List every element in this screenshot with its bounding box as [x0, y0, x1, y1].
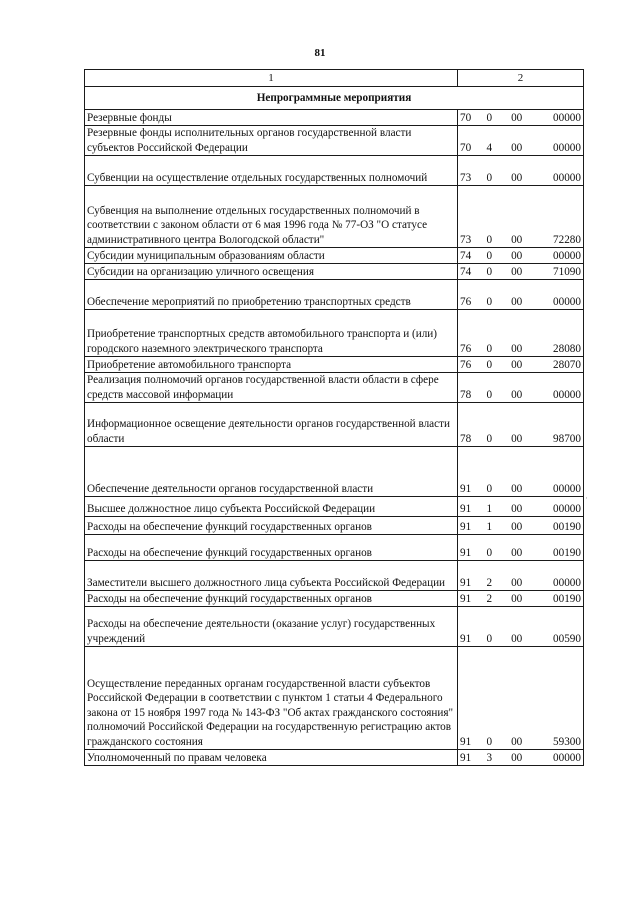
- table-row: [85, 517, 584, 535]
- code-parts: [460, 141, 581, 156]
- row-name: Расходы на обеспечение функций государственных органов: [85, 535, 458, 561]
- code-parts: [460, 502, 581, 517]
- row-code: [458, 591, 584, 607]
- expense-code: 59300: [553, 735, 581, 748]
- row-name: Резервные фонды: [85, 110, 458, 126]
- direction-code: 00: [511, 592, 523, 605]
- expense-code: 00000: [553, 171, 581, 184]
- table-row: [85, 403, 584, 447]
- subprogram-code: 0: [486, 432, 493, 445]
- code-parts: [460, 342, 581, 357]
- row-name: Осуществление переданных органам государственной власти субъектов Российской Федерации в соответствии с пунктом 1 статьи 4 Федерального закона от 15 ноября 1997 года № 143-ФЗ "Об актах гражданского состояния" полномочий Российской Федерации на государственную регистрацию актов гражданского состояния: [85, 647, 458, 750]
- program-code: 70: [460, 141, 472, 154]
- program-code: 91: [460, 632, 472, 645]
- row-name: Субвенция на выполнение отдельных государственных полномочий в соответствии с законом области от 6 мая 1996 года № 77-ОЗ "О статусе административного центра Вологодской области": [85, 186, 458, 248]
- row-code: [458, 647, 584, 750]
- row-code: [458, 403, 584, 447]
- code-parts: [460, 546, 581, 561]
- expense-code: 00000: [553, 249, 581, 262]
- subprogram-code: 1: [486, 520, 493, 533]
- direction-code: 00: [511, 111, 523, 124]
- program-code: 78: [460, 388, 472, 401]
- table-row: [85, 647, 584, 750]
- subprogram-code: 0: [486, 482, 493, 495]
- subprogram-code: 0: [486, 249, 493, 262]
- row-name: Реализация полномочий органов государственной власти области в сфере средств массовой информации: [85, 373, 458, 403]
- code-parts: [460, 592, 581, 607]
- row-code: [458, 248, 584, 264]
- subprogram-code: 0: [486, 546, 493, 559]
- program-code: 91: [460, 735, 472, 748]
- code-parts: [460, 482, 581, 497]
- code-parts: [460, 265, 581, 280]
- table-row: [85, 373, 584, 403]
- code-parts: [460, 735, 581, 750]
- expense-code: 00190: [553, 592, 581, 605]
- expense-code: 00000: [553, 751, 581, 764]
- code-parts: [460, 233, 581, 248]
- scan-speck: ·: [585, 493, 588, 503]
- subprogram-code: 2: [486, 576, 493, 589]
- expense-code: 00000: [553, 295, 581, 308]
- row-code: [458, 110, 584, 126]
- program-code: 76: [460, 295, 472, 308]
- row-code: [458, 357, 584, 373]
- subprogram-code: 1: [486, 502, 493, 515]
- expense-code: 71090: [553, 265, 581, 278]
- row-code: [458, 517, 584, 535]
- row-code: [458, 126, 584, 156]
- expense-code: 00590: [553, 632, 581, 645]
- row-name: Приобретение транспортных средств автомобильного транспорта и (или) городского наземного электрического транспорта: [85, 310, 458, 357]
- page-number: 81: [314, 47, 326, 59]
- program-code: 74: [460, 249, 472, 262]
- row-name: Расходы на обеспечение функций государственных органов: [85, 591, 458, 607]
- table-row: [85, 264, 584, 280]
- row-code: [458, 497, 584, 517]
- section-title: Непрограммные мероприятия: [85, 87, 584, 110]
- row-code: [458, 310, 584, 357]
- row-code: [458, 561, 584, 591]
- code-parts: [460, 249, 581, 264]
- row-code: [458, 750, 584, 766]
- subprogram-code: 0: [486, 233, 493, 246]
- code-parts: [460, 751, 581, 766]
- expense-code: 28070: [553, 358, 581, 371]
- code-parts: [460, 111, 581, 126]
- program-code: 91: [460, 546, 472, 559]
- code-parts: [460, 358, 581, 373]
- row-code: [458, 264, 584, 280]
- direction-code: 00: [511, 249, 523, 262]
- direction-code: 00: [511, 632, 523, 645]
- row-code: [458, 373, 584, 403]
- subprogram-code: 0: [486, 171, 493, 184]
- row-name: Высшее должностное лицо субъекта Российской Федерации: [85, 497, 458, 517]
- program-code: 91: [460, 520, 472, 533]
- code-parts: [460, 171, 581, 186]
- program-code: 73: [460, 233, 472, 246]
- subprogram-code: 4: [486, 141, 493, 154]
- direction-code: 00: [511, 171, 523, 184]
- code-parts: [460, 295, 581, 310]
- expense-code: 72280: [553, 233, 581, 246]
- direction-code: 00: [511, 342, 523, 355]
- subprogram-code: 0: [486, 632, 493, 645]
- row-code: [458, 447, 584, 497]
- row-name: Обеспечение деятельности органов государственной власти: [85, 447, 458, 497]
- expense-code: 00000: [553, 388, 581, 401]
- row-code: [458, 280, 584, 310]
- expense-code: 28080: [553, 342, 581, 355]
- table-row: [85, 126, 584, 156]
- program-code: 91: [460, 576, 472, 589]
- program-code: 76: [460, 342, 472, 355]
- direction-code: 00: [511, 751, 523, 764]
- table-row: [85, 535, 584, 561]
- row-name: Расходы на обеспечение деятельности (оказание услуг) государственных учреждений: [85, 607, 458, 647]
- table-row: [85, 310, 584, 357]
- direction-code: 00: [511, 482, 523, 495]
- code-parts: [460, 388, 581, 403]
- direction-code: 00: [511, 388, 523, 401]
- row-code: [458, 535, 584, 561]
- table-row: [85, 561, 584, 591]
- table-row: [85, 248, 584, 264]
- expense-code: 00190: [553, 520, 581, 533]
- row-name: Субсидии на организацию уличного освещения: [85, 264, 458, 280]
- direction-code: 00: [511, 141, 523, 154]
- expense-code: 98700: [553, 432, 581, 445]
- row-code: [458, 186, 584, 248]
- expense-code: 00000: [553, 482, 581, 495]
- subprogram-code: 0: [486, 111, 493, 124]
- row-name: Обеспечение мероприятий по приобретению транспортных средств: [85, 280, 458, 310]
- direction-code: 00: [511, 432, 523, 445]
- row-name: Информационное освещение деятельности органов государственной власти области: [85, 403, 458, 447]
- column-number-row: [85, 70, 584, 87]
- direction-code: 00: [511, 295, 523, 308]
- program-code: 91: [460, 592, 472, 605]
- subprogram-code: 2: [486, 592, 493, 605]
- code-parts: [460, 520, 581, 535]
- row-name: Субсидии муниципальным образованиям области: [85, 248, 458, 264]
- subprogram-code: 3: [486, 751, 493, 764]
- subprogram-code: 0: [486, 735, 493, 748]
- program-code: 74: [460, 265, 472, 278]
- expense-code: 00000: [553, 141, 581, 154]
- section-row: [85, 87, 584, 110]
- expense-code: 00000: [553, 502, 581, 515]
- program-code: 91: [460, 751, 472, 764]
- subprogram-code: 0: [486, 265, 493, 278]
- table-row: [85, 591, 584, 607]
- table-row: [85, 357, 584, 373]
- direction-code: 00: [511, 520, 523, 533]
- program-code: 73: [460, 171, 472, 184]
- expense-code: 00000: [553, 576, 581, 589]
- expense-code: 00000: [553, 111, 581, 124]
- column-header-2: 2: [458, 70, 584, 87]
- row-name: Субвенции на осуществление отдельных государственных полномочий: [85, 156, 458, 186]
- program-code: 78: [460, 432, 472, 445]
- code-parts: [460, 576, 581, 591]
- table-row: [85, 156, 584, 186]
- program-code: 91: [460, 502, 472, 515]
- subprogram-code: 0: [486, 388, 493, 401]
- program-code: 76: [460, 358, 472, 371]
- row-name: Резервные фонды исполнительных органов государственной власти субъектов Российской Федерации: [85, 126, 458, 156]
- code-parts: [460, 432, 581, 447]
- row-name: Уполномоченный по правам человека: [85, 750, 458, 766]
- column-header-1: 1: [85, 70, 458, 87]
- budget-classification-table: [84, 69, 584, 766]
- direction-code: 00: [511, 502, 523, 515]
- direction-code: 00: [511, 358, 523, 371]
- direction-code: 00: [511, 546, 523, 559]
- table-row: [85, 497, 584, 517]
- direction-code: 00: [511, 233, 523, 246]
- direction-code: 00: [511, 576, 523, 589]
- direction-code: 00: [511, 265, 523, 278]
- table-row: [85, 607, 584, 647]
- table-row: [85, 110, 584, 126]
- subprogram-code: 0: [486, 295, 493, 308]
- row-code: [458, 156, 584, 186]
- row-name: Приобретение автомобильного транспорта: [85, 357, 458, 373]
- table-row: [85, 280, 584, 310]
- row-name: Расходы на обеспечение функций государственных органов: [85, 517, 458, 535]
- subprogram-code: 0: [486, 342, 493, 355]
- table-row: [85, 186, 584, 248]
- row-name: Заместители высшего должностного лица субъекта Российской Федерации: [85, 561, 458, 591]
- table-row: [85, 750, 584, 766]
- program-code: 70: [460, 111, 472, 124]
- code-parts: [460, 632, 581, 647]
- direction-code: 00: [511, 735, 523, 748]
- subprogram-code: 0: [486, 358, 493, 371]
- expense-code: 00190: [553, 546, 581, 559]
- program-code: 91: [460, 482, 472, 495]
- table-row: [85, 447, 584, 497]
- row-code: [458, 607, 584, 647]
